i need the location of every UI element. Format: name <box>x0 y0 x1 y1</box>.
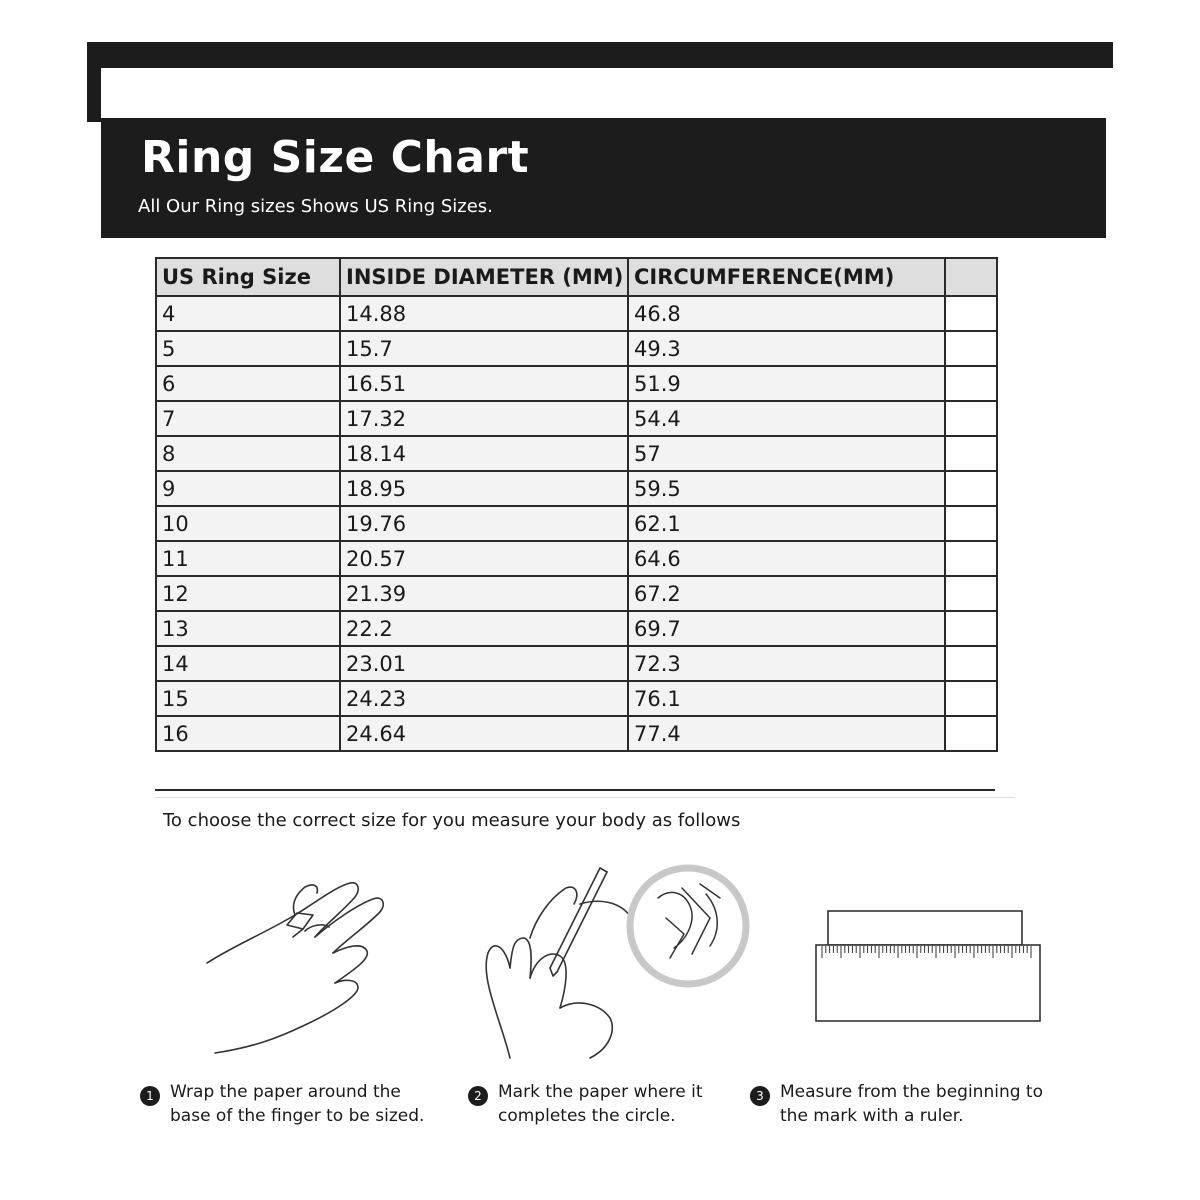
table-row <box>156 366 997 401</box>
cell-us-size: 16 <box>156 716 340 751</box>
cell-circumference: 46.8 <box>628 296 945 331</box>
cell-blank <box>945 646 997 681</box>
table-row <box>156 576 997 611</box>
table-bottom-rule <box>155 789 995 791</box>
step-description <box>498 1080 702 1128</box>
cell-us-size: 11 <box>156 541 340 576</box>
divider <box>155 797 1015 798</box>
cell-us-size: 9 <box>156 471 340 506</box>
cell-blank <box>945 506 997 541</box>
table-row <box>156 541 997 576</box>
cell-circumference: 67.2 <box>628 576 945 611</box>
cell-diameter: 24.23 <box>340 681 628 716</box>
ruler-icon <box>812 908 1044 1026</box>
cell-circumference: 57 <box>628 436 945 471</box>
cell-blank <box>945 401 997 436</box>
cell-circumference: 72.3 <box>628 646 945 681</box>
step-2 <box>468 1080 702 1128</box>
cell-us-size: 12 <box>156 576 340 611</box>
hand-wrap-icon <box>195 875 395 1065</box>
table-row <box>156 471 997 506</box>
cell-us-size: 13 <box>156 611 340 646</box>
cell-blank <box>945 331 997 366</box>
cell-diameter: 21.39 <box>340 576 628 611</box>
cell-diameter: 17.32 <box>340 401 628 436</box>
cell-us-size: 4 <box>156 296 340 331</box>
top-left-border <box>87 42 101 122</box>
page-subtitle: All Our Ring sizes Shows US Ring Sizes. <box>138 196 493 217</box>
step-line: completes the circle. <box>498 1106 676 1126</box>
top-border-bar <box>87 42 1113 68</box>
table-row <box>156 646 997 681</box>
cell-circumference: 62.1 <box>628 506 945 541</box>
cell-diameter: 18.95 <box>340 471 628 506</box>
cell-blank <box>945 611 997 646</box>
step-number-badge: 2 <box>468 1086 488 1106</box>
cell-diameter: 19.76 <box>340 506 628 541</box>
table-row <box>156 401 997 436</box>
cell-circumference: 51.9 <box>628 366 945 401</box>
cell-diameter: 18.14 <box>340 436 628 471</box>
table-row <box>156 296 997 331</box>
table-row <box>156 436 997 471</box>
step-line: Wrap the paper around the <box>170 1082 401 1102</box>
cell-us-size: 10 <box>156 506 340 541</box>
pen-mark-icon <box>470 858 760 1068</box>
table-row <box>156 611 997 646</box>
step-number-badge: 1 <box>140 1086 160 1106</box>
cell-circumference: 76.1 <box>628 681 945 716</box>
step-line: Mark the paper where it <box>498 1082 703 1102</box>
step-3 <box>750 1080 1043 1128</box>
cell-us-size: 8 <box>156 436 340 471</box>
table-row <box>156 716 997 751</box>
table-row <box>156 506 997 541</box>
instructions-heading: To choose the correct size for you measure your body as follows <box>163 810 741 831</box>
cell-diameter: 14.88 <box>340 296 628 331</box>
step-line: the mark with a ruler. <box>780 1106 964 1126</box>
cell-circumference: 49.3 <box>628 331 945 366</box>
ring-size-table <box>155 257 998 752</box>
cell-circumference: 64.6 <box>628 541 945 576</box>
column-header-circumference: CIRCUMFERENCE(MM) <box>628 258 945 296</box>
cell-blank <box>945 681 997 716</box>
cell-blank <box>945 541 997 576</box>
step-description <box>170 1080 424 1128</box>
cell-us-size: 14 <box>156 646 340 681</box>
cell-blank <box>945 296 997 331</box>
cell-blank <box>945 576 997 611</box>
cell-us-size: 7 <box>156 401 340 436</box>
cell-us-size: 15 <box>156 681 340 716</box>
cell-diameter: 23.01 <box>340 646 628 681</box>
column-header-blank <box>945 258 997 296</box>
page-title: Ring Size Chart <box>141 132 530 183</box>
cell-diameter: 15.7 <box>340 331 628 366</box>
table-body <box>156 296 997 751</box>
cell-us-size: 6 <box>156 366 340 401</box>
cell-circumference: 54.4 <box>628 401 945 436</box>
cell-circumference: 59.5 <box>628 471 945 506</box>
ring-size-table-wrapper <box>155 257 998 752</box>
cell-diameter: 22.2 <box>340 611 628 646</box>
cell-us-size: 5 <box>156 331 340 366</box>
header-banner <box>101 118 1106 238</box>
column-header-us-size: US Ring Size <box>156 258 340 296</box>
table-row <box>156 681 997 716</box>
cell-blank <box>945 366 997 401</box>
cell-diameter: 16.51 <box>340 366 628 401</box>
step-line: base of the finger to be sized. <box>170 1106 425 1126</box>
cell-diameter: 20.57 <box>340 541 628 576</box>
table-header-row <box>156 258 997 296</box>
table-row <box>156 331 997 366</box>
step-description <box>780 1080 1043 1128</box>
step-number-badge: 3 <box>750 1086 770 1106</box>
cell-circumference: 69.7 <box>628 611 945 646</box>
step-line: Measure from the beginning to <box>780 1082 1043 1102</box>
cell-blank <box>945 716 997 751</box>
cell-blank <box>945 471 997 506</box>
column-header-diameter: INSIDE DIAMETER (MM) <box>340 258 628 296</box>
cell-diameter: 24.64 <box>340 716 628 751</box>
cell-blank <box>945 436 997 471</box>
step-1 <box>140 1080 424 1128</box>
cell-circumference: 77.4 <box>628 716 945 751</box>
